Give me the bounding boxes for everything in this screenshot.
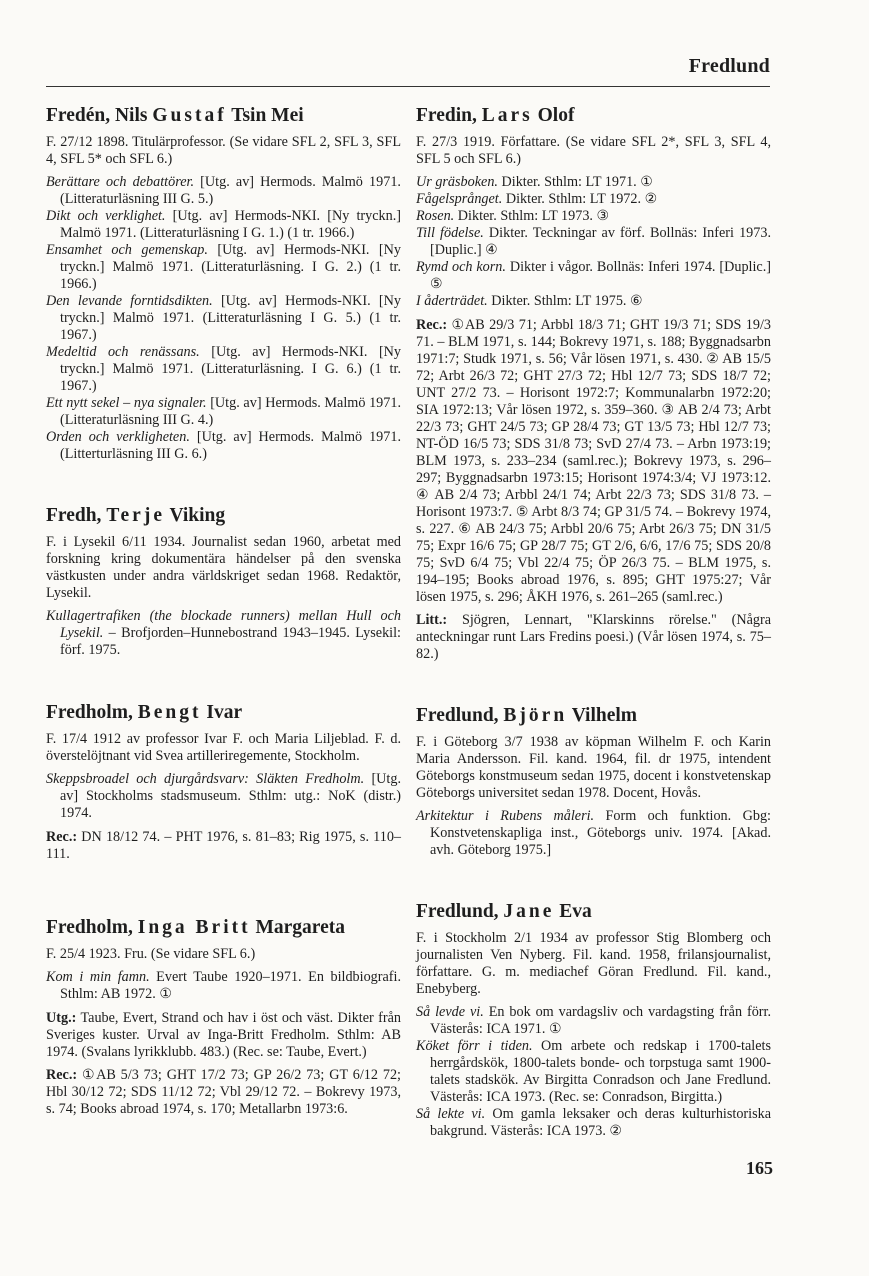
entry-bio: F. 27/12 1898. Titulärprofessor. (Se vidare SFL 2, SFL 3, SFL 4, SFL 5* och SFL 6.): [46, 134, 401, 167]
works-list: [416, 174, 771, 310]
work-item: Orden och verkligheten. [Utg. av] Hermods. Malmö 1971. (Litterturläsning III G. 6.): [46, 429, 401, 462]
entry-bio: F. 17/4 1912 av professor Ivar F. och Maria Liljeblad. F. d. överstelöjtnant vid Svea artilleriregemente, Stockholm.: [46, 731, 401, 764]
entry-heading: Fredh, Terje Viking: [46, 505, 226, 526]
work-item: Rosen. Dikter. Sthlm: LT 1973. ③: [416, 208, 610, 224]
work-item: Dikt och verklighet. [Utg. av] Hermods-NKI. [Ny tryckn.] Malmö 1971. (Litteraturläsning I G. 1.) (1 tr. 1966.): [46, 208, 401, 241]
entry-fredlund-jane: [416, 900, 771, 1147]
entry-heading: Fredlund, Björn Vilhelm: [416, 705, 638, 726]
entry-bio: F. 27/3 1919. Författare. (Se vidare SFL 2*, SFL 3, SFL 4, SFL 5 och SFL 6.): [416, 134, 771, 167]
work-item: Kullagertrafiken (the blockade runners) mellan Hull och Lysekil. – Brofjorden–Hunnebostrand 1943–1945. Lysekil: förf. 1975.: [46, 608, 401, 658]
page-number: 165: [746, 1158, 773, 1178]
entry-fredh-terje: [46, 504, 401, 666]
works-list: [46, 771, 401, 822]
entry-heading: Fredén, Nils Gustaf Tsin Mei: [46, 105, 304, 126]
work-item: Till födelse. Dikter. Teckningar av förf. Bollnäs: Inferi 1973. [Duplic.] ④: [416, 225, 771, 258]
entry-fredholm-inga-britt: [46, 916, 401, 1124]
literature: Litt.: Sjögren, Lennart, "Klarskinns rörelse." (Några anteckningar runt Lars Fredins poesi.) (Vår lösen 1974, s. 75–82.): [416, 612, 772, 662]
work-item: Arkitektur i Rubens måleri. Form och funktion. Gbg: Konstvetenskapliga inst., Göteborgs univ. 1974. [Akad. avh. Göteborg 1975.]: [416, 808, 771, 858]
works-list: [416, 1004, 771, 1140]
header-rule: [46, 86, 770, 87]
work-item: Ensamhet och gemenskap. [Utg. av] Hermods-NKI. [Ny tryckn.] Malmö 1971. (Litteraturläsning. I G. 2.) (1 tr. 1966.): [46, 242, 401, 292]
entry-bio: F. i Göteborg 3/7 1938 av köpman Wilhelm F. och Karin Maria Andersson. Fil. kand. 1964, fil. dr 1975, intendent Göteborgs konstmuseum sedan 1975, docent i konstvetenskap Göteborgs universitet sedan 1978. Docent, Hovås.: [416, 734, 771, 801]
work-item: Så levde vi. En bok om vardagsliv och vardagsting från förr. Västerås: ICA 1971. ①: [416, 1004, 771, 1037]
work-item: Medeltid och renässans. [Utg. av] Hermods-NKI. [Ny tryckn.] Malmö 1971. (Litteraturläsning. I G. 6.) (1 tr. 1967.): [46, 344, 402, 394]
work-item: I åderträdet. Dikter. Sthlm: LT 1975. ⑥: [416, 293, 643, 309]
work-item: Rymd och korn. Dikter i vågor. Bollnäs: Inferi 1974. [Duplic.] ⑤: [416, 259, 771, 292]
entry-heading: Fredin, Lars Olof: [416, 105, 575, 126]
reviews: Rec.: DN 18/12 74. – PHT 1976, s. 81–83; Rig 1975, s. 110–111.: [46, 829, 402, 862]
entry-heading: Fredlund, Jane Eva: [416, 901, 592, 922]
works-list: [46, 174, 401, 463]
entry-freden-nils: [46, 104, 401, 470]
work-item: Ett nytt sekel – nya signaler. [Utg. av] Hermods. Malmö 1971. (Litteraturläsning III G. 4.): [46, 395, 401, 428]
work-item: Ur gräsboken. Dikter. Sthlm: LT 1971. ①: [416, 174, 653, 190]
entry-fredlund-bjorn: [416, 704, 771, 866]
reviews: Rec.: ①AB 29/3 71; Arbbl 18/3 71; GHT 19/3 71; SDS 19/3 71. – BLM 1971, s. 144; Bokrevy 1971, s. 188; Byggnadsarbn 1971:7; Studk 1971, s. 56; Vår lösen 1971, s. 430. ② AB 15/5 72; Arbt 26/3 72; GHT 27/3 72; Hbl 12/7 73; SDS 18/7 72; UNT 27/2 73. – Horisont 1972:7; Kommunalarbn 1972:20; SIA 1972:13; Vår lösen 1972, s. 359–360. ③ AB 2/4 73; Arbt 22/3 73; GHT 24/5 73; GP 28/4 73; GT 13/5 73; Hbl 12/7 73; NT-ÖD 16/5 73; SDS 31/8 73; SvD 27/4 73. – Arbn 1973:19; BLM 1973, s. 233–234 (saml.rec.); Bokrevy 1973, s. 296–297; Byggnadsarbn 1973:15; Horisont 1974:3/4; VJ 1973:12. ④ AB 2/4 73; Arbbl 24/1 74; Arbt 22/3 73; SDS 31/8 73. – Horisont 1973:7. ⑤ Arbt 8/3 74; GP 31/5 74. – Bokrevy 1974, s. 227. ⑥ AB 24/3 75; Arbbl 20/6 75; Arbt 26/3 75; DN 31/5 75; Expr 16/6 75; GP 28/7 75; GT 2/6, 6/6, 17/6 75; SDS 20/8 75; SvD 6/4 75; Vbl 22/4 75; ÖP 26/3 75. – BLM 1975, s. 194–195; Books abroad 1976, s. 895; GHT 1975:27; Vår lösen 1975, s. 296; ÅKH 1976, s. 261–265 (saml.rec.): [416, 317, 772, 605]
entry-bio: F. i Lysekil 6/11 1934. Journalist sedan 1960, arbetat med forskning kring dokumentära händelser på den svenska västkusten under andra världskriget sedan 1968. Redaktör, Lysekil.: [46, 534, 401, 601]
work-item: Så lekte vi. Om gamla leksaker och deras kulturhistoriska bakgrund. Västerås: ICA 1973. ②: [416, 1106, 771, 1139]
works-list: [46, 969, 401, 1003]
entry-bio: F. i Stockholm 2/1 1934 av professor Stig Blomberg och journalisten Ven Nyberg. Fil. kand. 1958, frilansjournalist, författare. G. m. mediachef Göran Fredlund. Fil. kand., Enebyberg.: [416, 930, 771, 997]
edited-works: Utg.: Taube, Evert, Strand och hav i öst och väst. Dikter från Sveriges kuster. Urval av Inga-Britt Fredholm. Sthlm: AB 1974. (Svalans lyrikklubb. 483.) (Rec. se: Taube, Evert.): [46, 1010, 401, 1060]
work-item: Skeppsbroadel och djurgårdsvarv: Släkten Fredholm. [Utg. av] Stockholms stadsmuseum. Sthlm: utg.: NoK (distr.) 1974.: [46, 771, 401, 821]
entry-heading: Fredholm, Bengt Ivar: [46, 702, 243, 723]
work-item: Fågelsprånget. Dikter. Sthlm: LT 1972. ②: [416, 191, 658, 207]
works-list: [416, 808, 771, 859]
entry-heading: Fredholm, Inga Britt Margareta: [46, 917, 345, 938]
works-list: [46, 608, 401, 659]
running-head: Fredlund: [688, 55, 770, 77]
work-item: Berättare och debattörer. [Utg. av] Hermods. Malmö 1971. (Litteraturläsning III G. 5.): [46, 174, 401, 207]
entry-fredin-lars: [416, 104, 771, 669]
work-item: Kom i min famn. Evert Taube 1920–1971. En bildbiografi. Sthlm: AB 1972. ①: [46, 969, 402, 1002]
entry-bio: F. 25/4 1923. Fru. (Se vidare SFL 6.): [46, 946, 256, 962]
work-item: Köket förr i tiden. Om arbete och redskap i 1700-talets herrgårdskök, 1800-talets bonde- och torpstuga samt 1900-talets stadskök. Av Birgitta Conradson och Jane Fredlund. Västerås: ICA 1973. (Rec. se: Conradson, Birgitta.): [416, 1038, 771, 1105]
work-item: Den levande forntidsdikten. [Utg. av] Hermods-NKI. [Ny tryckn.] Malmö 1971. (Litteraturläsning I G. 5.) (1 tr. 1967.): [46, 293, 401, 343]
reviews: Rec.: ①AB 5/3 73; GHT 17/2 73; GP 26/2 73; GT 6/12 72; Hbl 30/12 72; SDS 11/12 72; Vbl 29/12 72. – Bokrevy 1973, s. 74; Books abroad 1974, s. 170; Metallarbn 1973:6.: [46, 1067, 401, 1117]
entry-fredholm-bengt: [46, 701, 401, 869]
